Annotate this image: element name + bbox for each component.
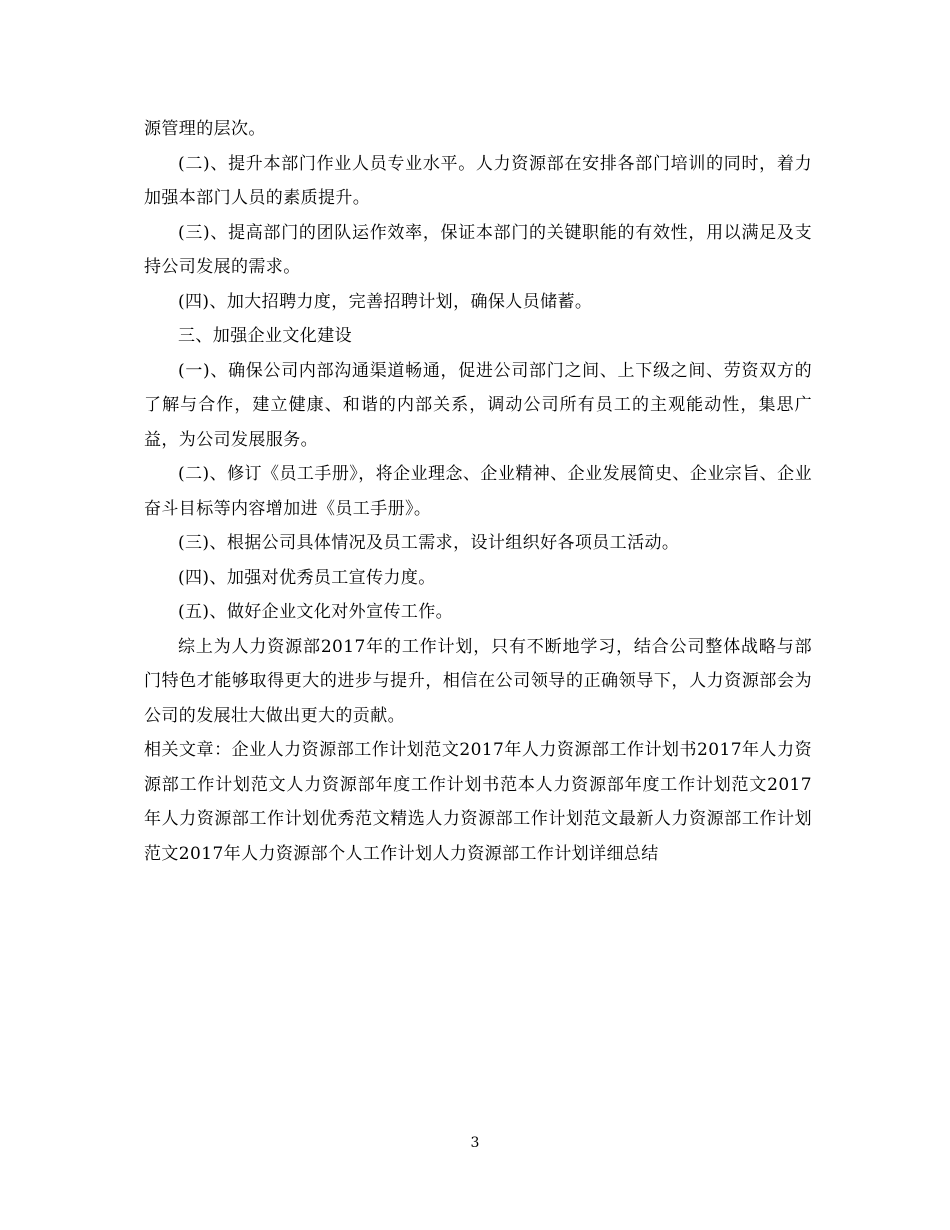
paragraph-item-3-team-efficiency: (三)、提高部门的团队运作效率，保证本部门的关键职能的有效性，用以满足及支持公司发展的需求。: [144, 222, 812, 277]
paragraph-item-2-staff-skill: (二)、提升本部门作业人员专业水平。人力资源部在安排各部门培训的同时，着力加强本部门人员的素质提升。: [144, 153, 812, 208]
page-number: 3: [470, 1135, 480, 1151]
paragraph-culture-item-1: (一)、确保公司内部沟通渠道畅通，促进公司部门之间、上下级之间、劳资双方的了解与合作，建立健康、和谐的内部关系，调动公司所有员工的主观能动性，集思广益，为公司发展服务。: [144, 360, 812, 450]
paragraph-culture-item-5: (五)、做好企业文化对外宣传工作。: [178, 602, 454, 622]
section-heading-culture: 三、加强企业文化建设: [178, 326, 352, 346]
related-articles: 相关文章：企业人力资源部工作计划范文2017年人力资源部工作计划书2017年人力资源部工作计划范文人力资源部年度工作计划书范本人力资源部年度工作计划范文2017年人力资源部工作计划优秀范文精选人力资源部工作计划范文最新人力资源部工作计划范文2017年人力资源部个人工作计划人力资源部工作计划详细总结: [144, 740, 812, 864]
paragraph-culture-item-4: (四)、加强对优秀员工宣传力度。: [178, 567, 436, 588]
paragraph-continuation: 源管理的层次。: [144, 119, 266, 139]
paragraph-culture-item-3: (三)、根据公司具体情况及员工需求，设计组织好各项员工活动。: [178, 533, 680, 553]
paragraph-item-4-recruitment: (四)、加大招聘力度，完善招聘计划，确保人员储蓄。: [178, 291, 593, 312]
paragraph-summary: 综上为人力资源部2017年的工作计划，只有不断地学习，结合公司整体战略与部门特色才能够取得更大的进步与提升，相信在公司领导的正确领导下，人力资源部会为公司的发展壮大做出更大的贡献。: [144, 636, 812, 726]
document-body: [144, 112, 812, 871]
paragraph-culture-item-2: (二)、修订《员工手册》，将企业理念、企业精神、企业发展简史、企业宗旨、企业奋斗目标等内容增加进《员工手册》。: [144, 464, 812, 519]
